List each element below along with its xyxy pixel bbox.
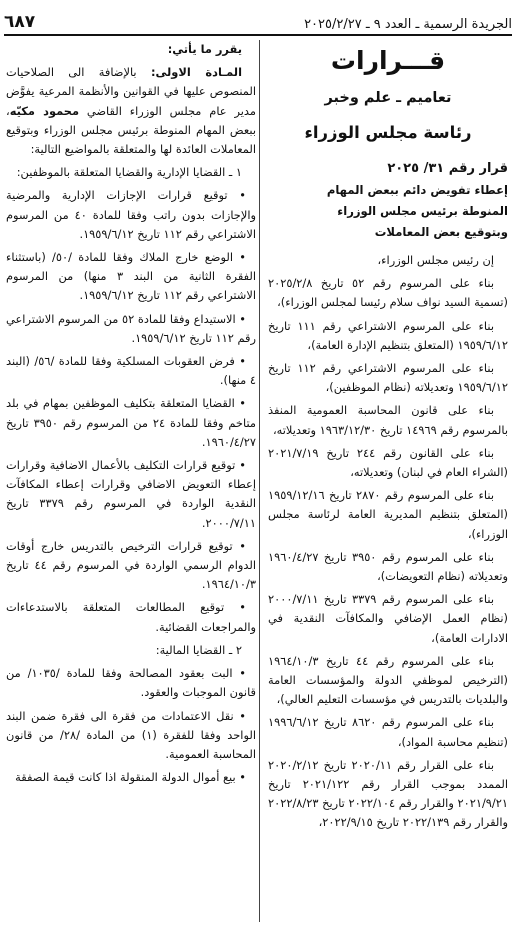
decision-subject-line: إعطاء تفويض دائم ببعض المهام — [326, 183, 508, 197]
list-item: • نقل الاعتمادات من فقرة الى فقرة ضمن البند الواحد وفقا للفقرة (١) من المادة /٢٨/ من قانون المحاسبة العمومية. — [6, 708, 256, 761]
article-one-label: المـادة الاولى: — [150, 65, 242, 80]
decision-subject-line: المنوطة برئيس مجلس الوزراء — [337, 204, 508, 218]
column-divider — [259, 40, 260, 922]
list-item: • الاستيداع وفقا للمادة ٥٢ من المرسوم الاشتراعي رقم ١١٢ تاريخ ١٩٥٩/٦/١٢. — [5, 311, 256, 345]
page-number: ٦٨٧ — [4, 12, 36, 32]
list-item: • فرض العقوبات المسلكية وفقا للمادة /٥٦/ (البند ٤ منها). — [6, 354, 256, 388]
article-one — [6, 63, 256, 159]
list-item: • توقيع المطالعات المتعلقة بالاستدعاءات والمراجعات القضائية. — [6, 600, 256, 634]
preamble-paragraph: بناء على المرسوم رقم ٢٨٧٠ تاريخ ١٩٥٩/١٢/١٦ (المتعلق بتنظيم المديرية العامة لرئاسة مجلس الوزراء)، — [268, 488, 508, 541]
preamble-paragraph: بناء على المرسوم الاشتراعي رقم ١١١ تاريخ ١٩٥٩/٦/١٢ (المتعلق بتنظيم الإدارة العامة)، — [268, 318, 508, 352]
preamble-paragraph: بناء على المرسوم الاشتراعي رقم ١١٢ تاريخ ١٩٥٩/٦/١٢ وتعديلاته (نظام الموظفين)، — [268, 361, 508, 395]
list-item: • توقيع قرارات التكليف بالأعمال الاضافية وقرارات إعطاء التعويض الاضافي وقرارات إعطاء المكافآت النقدية الواردة في المرسوم رقم ٣٣٧٩ تاريخ ٢٠٠٠/٧/١١. — [6, 458, 256, 530]
preamble-paragraph: بناء على قانون المحاسبة العمومية المنفذ بالمرسوم رقم ١٤٩٦٩ تاريخ ١٩٦٣/١٢/٣٠ وتعديلاته، — [268, 403, 508, 437]
section-title: قـــرارات — [330, 46, 446, 75]
section-heading-administrative: ١ ـ القضايا الإدارية والقضايا المتعلقة بالموظفين: — [16, 165, 242, 180]
preamble-paragraph: بناء على المرسوم رقم ٥٢ تاريخ ٢٠٢٥/٢/٨ (تسمية السيد نواف سلام رئيسا لمجلس الوزراء)، — [268, 276, 508, 310]
preamble-paragraph: بناء على القرار رقم ٢٠٢٠/١١ تاريخ ٢٠٢٠/٢/١٢ الممدد بموجب القرار رقم ٢٠٢١/١٢٢ تاريخ ٢٠٢١/٩/٢١ والقرار رقم ٢٠٢٢/١٠٤ تاريخ ٢٠٢٢/٨/٢٣ والقرار رقم ٢٠٢٢/١٣٩ تاريخ ٢٠٢٢/٩/١٥، — [268, 757, 508, 830]
delegate-name: محمود مكيّه — [9, 103, 80, 118]
list-item: • توقيع قرارات الترخيص بالتدريس خارج أوقات الدوام الرسمي الواردة في المرسوم رقم ٤٤ تاريخ ١٩٦٤/١٠/٣. — [6, 538, 256, 592]
gazette-issue-line: الجريدة الرسمية ـ العدد ٩ ـ ٢٠٢٥/٢/٢٧ — [304, 17, 512, 32]
decision-number: قرار رقم ٣١/ ٢٠٢٥ — [387, 161, 508, 176]
decision-subject-line: وبتوقيع بعض المعاملات — [374, 225, 508, 239]
list-item: • البت بعقود المصالحة وفقا للمادة /١٠٣٥/ من قانون الموجبات والعقود. — [6, 666, 256, 700]
preamble-paragraph: بناء على المرسوم رقم ٣٣٧٩ تاريخ ٢٠٠٠/٧/١١ (نظام العمل الإضافي والمكافآت النقدية في الادارات العامة)، — [268, 592, 508, 645]
section-heading-financial: ٢ ـ القضايا المالية: — [155, 642, 242, 657]
preamble-paragraph: بناء على المرسوم رقم ٨٦٢٠ تاريخ ١٩٩٦/٦/١٢ (تنظيم محاسبة المواد)، — [268, 715, 508, 749]
department-title: رئاسة مجلس الوزراء — [304, 123, 472, 142]
preamble-paragraph: إن رئيس مجلس الوزراء، — [377, 253, 494, 267]
list-item: • القضايا المتعلقة بتكليف الموظفين بمهام في بلد متاخم وفقا للمادة ٢٤ من المرسوم رقم ٣٩٥٠ تاريخ ١٩٦٠/٤/٢٧. — [6, 396, 256, 449]
decides-heading: يقرر ما يأتي: — [167, 42, 242, 56]
preamble-paragraph: بناء على المرسوم رقم ٤٤ تاريخ ١٩٦٤/١٠/٣ (الترخيص لموظفي الدولة والمؤسسات العامة والبلديات بالتدريس في مؤسسات التعليم العالي)، — [268, 653, 508, 707]
left-column — [6, 40, 256, 791]
page-header — [4, 4, 512, 36]
list-item: • الوضع خارج الملاك وفقا للمادة /٥٠/ (باستثناء الفقرة الثانية من البند ٣ منها) من المرسوم الاشتراعي رقم ١١٢ تاريخ ١٩٥٩/٦/١٢. — [6, 250, 256, 303]
list-item: • بيع أموال الدولة المنقولة اذا كانت قيمة الصفقة — [15, 770, 246, 785]
article-one-text: بالإضافة الى الصلاحيات المنصوص عليها في القوانين والأنظمة المرعية يفوَّض مدير عام مجلس الوزراء القاضي — [6, 65, 256, 118]
right-column — [268, 40, 508, 837]
preamble-paragraph: بناء على القانون رقم ٢٤٤ تاريخ ٢٠٢١/٧/١٩ (الشراء العام في لبنان) وتعديلاته، — [268, 445, 508, 480]
preamble-paragraph: بناء على المرسوم رقم ٣٩٥٠ تاريخ ١٩٦٠/٤/٢٧ وتعديلاته (نظام التعويضات)، — [268, 549, 508, 584]
list-item: • توقيع قرارات الإجازات الإدارية والمرضية والإجازات بدون راتب وفقا للمادة ٤٠ من المرسوم الاشتراعي رقم ١١٢ تاريخ ١٩٥٩/٦/١٢. — [6, 188, 257, 241]
subtitle: تعاميم ـ علم وخبر — [324, 90, 452, 106]
article-one-text-continued: ، ببعض المهام المنوطة برئيس مجلس الوزراء وبتوقيع المعاملات العائدة لها والمتعلقة بالمواضيع التالية: — [6, 103, 256, 157]
decision-subject — [268, 180, 508, 243]
